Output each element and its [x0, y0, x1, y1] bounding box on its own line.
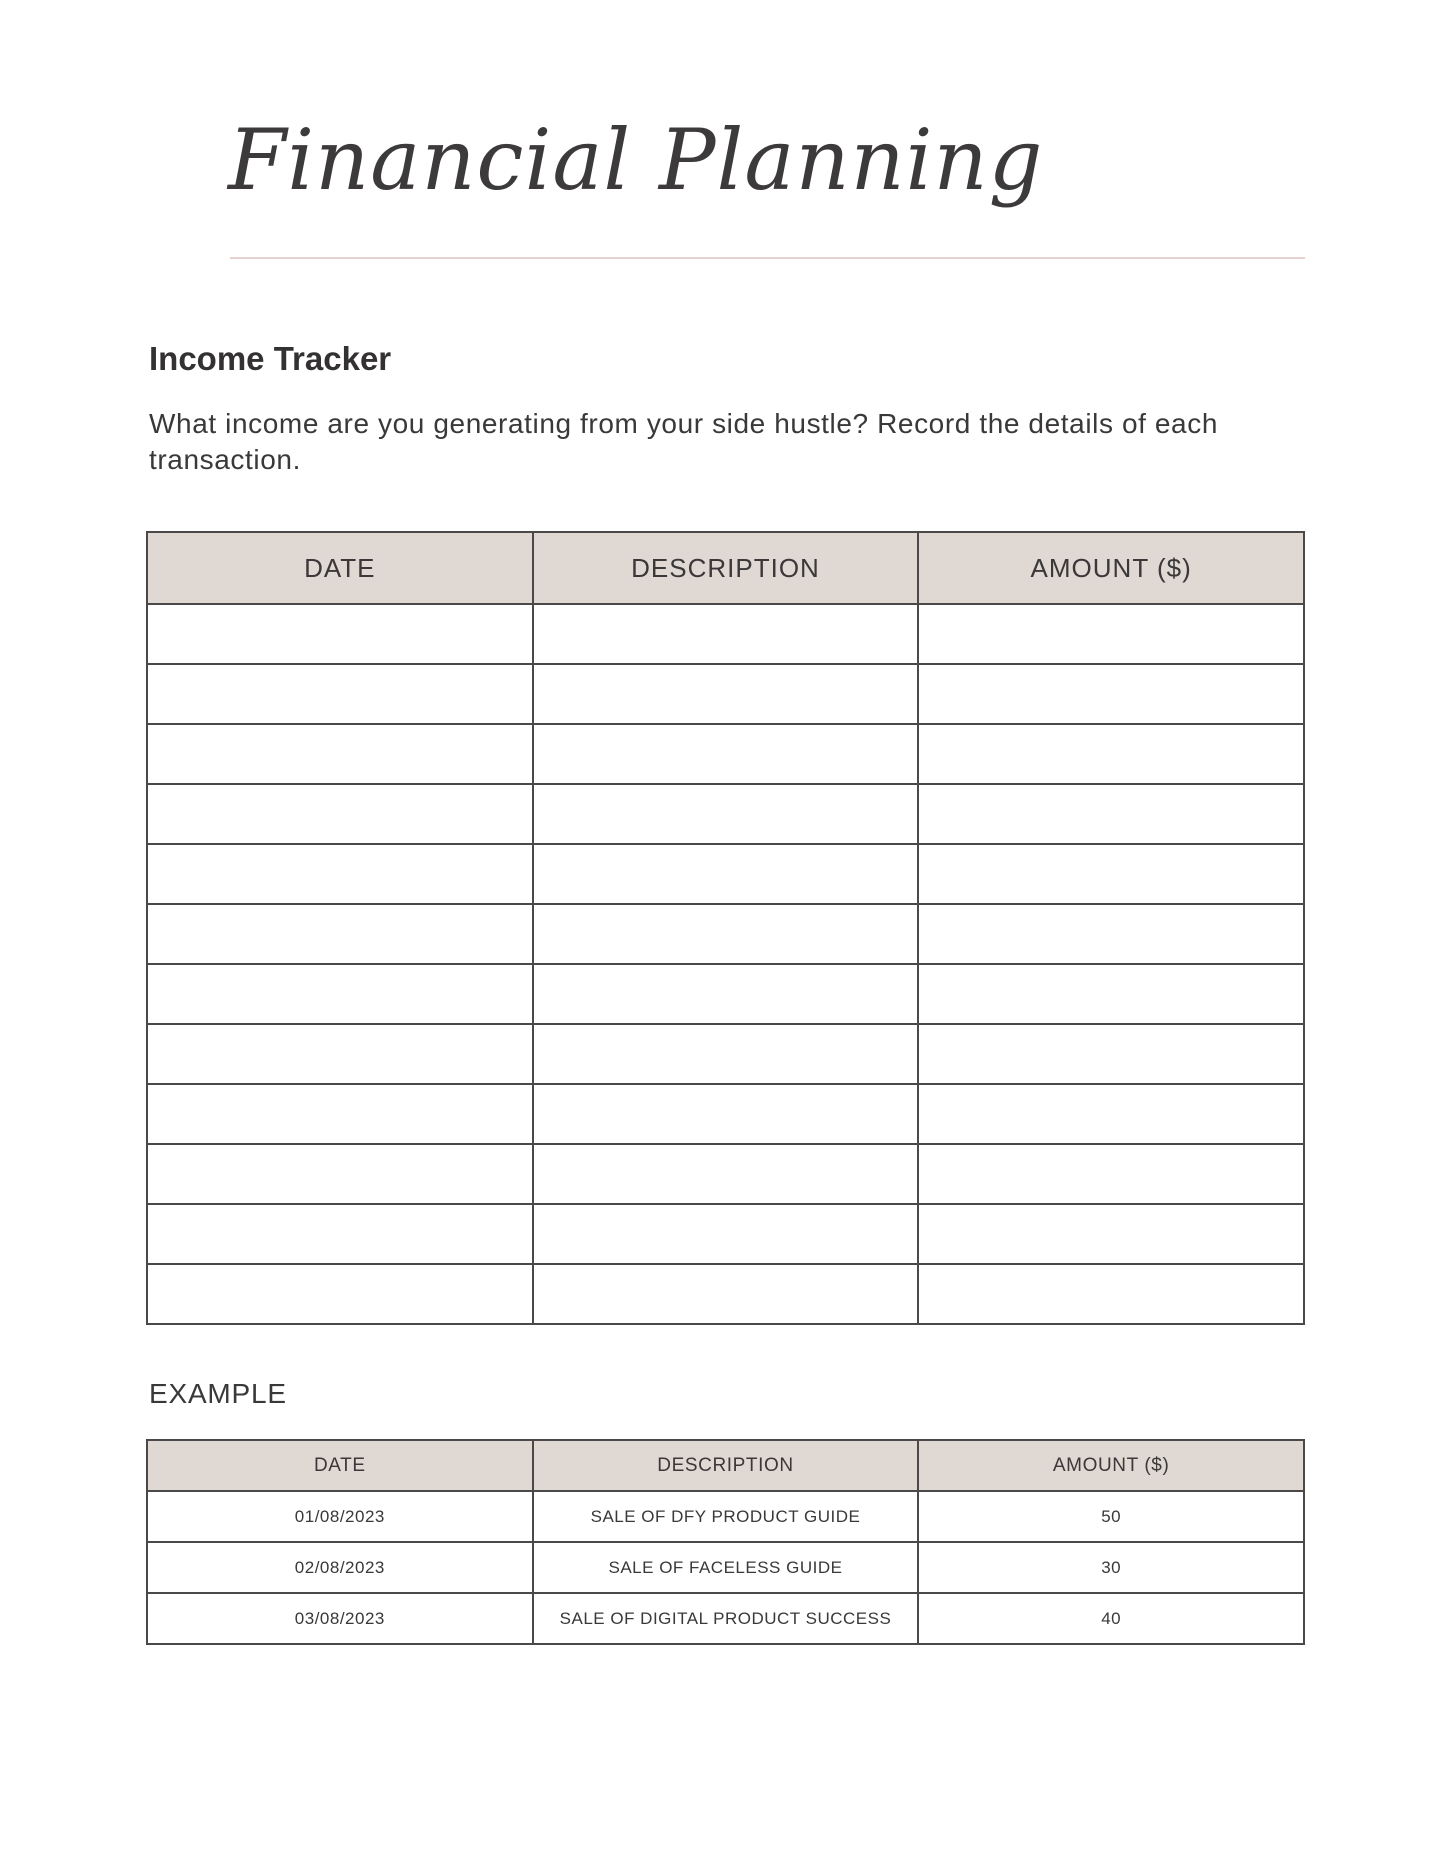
- date-cell[interactable]: [147, 844, 533, 904]
- description-cell[interactable]: [533, 784, 919, 844]
- amount-cell[interactable]: [918, 724, 1304, 784]
- table-row: [147, 1024, 1304, 1084]
- date-cell[interactable]: [147, 724, 533, 784]
- example-date-cell: 03/08/2023: [147, 1593, 533, 1644]
- date-cell[interactable]: [147, 904, 533, 964]
- example-description-cell: SALE OF DFY PRODUCT GUIDE: [533, 1491, 919, 1542]
- description-cell[interactable]: [533, 1084, 919, 1144]
- description-cell[interactable]: [533, 1264, 919, 1324]
- table-row: [147, 784, 1304, 844]
- date-cell[interactable]: [147, 964, 533, 1024]
- date-cell[interactable]: [147, 664, 533, 724]
- intro-text: What income are you generating from your side hustle? Record the details of each transaction.: [149, 408, 1219, 475]
- description-cell[interactable]: [533, 844, 919, 904]
- description-cell[interactable]: [533, 604, 919, 664]
- table-row: [147, 1084, 1304, 1144]
- amount-cell[interactable]: [918, 964, 1304, 1024]
- example-row: [147, 1542, 1304, 1593]
- table-row: [147, 1144, 1304, 1204]
- section-heading: Income Tracker: [149, 340, 392, 377]
- column-header-date: DATE: [147, 532, 533, 604]
- income-table: [146, 531, 1305, 1325]
- example-amount-cell: 50: [918, 1491, 1304, 1542]
- amount-cell[interactable]: [918, 664, 1304, 724]
- table-row: [147, 844, 1304, 904]
- example-table: [146, 1439, 1305, 1645]
- description-cell[interactable]: [533, 664, 919, 724]
- column-header-description: DESCRIPTION: [533, 532, 919, 604]
- amount-cell[interactable]: [918, 1204, 1304, 1264]
- description-cell[interactable]: [533, 1204, 919, 1264]
- example-column-header-description: DESCRIPTION: [533, 1440, 919, 1491]
- table-row: [147, 1264, 1304, 1324]
- example-amount-cell: 30: [918, 1542, 1304, 1593]
- date-cell[interactable]: [147, 1204, 533, 1264]
- table-row: [147, 664, 1304, 724]
- date-cell[interactable]: [147, 604, 533, 664]
- amount-cell[interactable]: [918, 784, 1304, 844]
- example-description-cell: SALE OF DIGITAL PRODUCT SUCCESS: [533, 1593, 919, 1644]
- amount-cell[interactable]: [918, 1144, 1304, 1204]
- example-amount-cell: 40: [918, 1593, 1304, 1644]
- example-column-header-amount: AMOUNT ($): [918, 1440, 1304, 1491]
- example-description-cell: SALE OF FACELESS GUIDE: [533, 1542, 919, 1593]
- amount-cell[interactable]: [918, 904, 1304, 964]
- amount-cell[interactable]: [918, 604, 1304, 664]
- date-cell[interactable]: [147, 1264, 533, 1324]
- example-header-row: [147, 1440, 1304, 1491]
- example-row: [147, 1491, 1304, 1542]
- table-row: [147, 724, 1304, 784]
- example-row: [147, 1593, 1304, 1644]
- date-cell[interactable]: [147, 784, 533, 844]
- page-title: Financial Planning: [228, 111, 1044, 209]
- table-row: [147, 1204, 1304, 1264]
- amount-cell[interactable]: [918, 844, 1304, 904]
- example-date-cell: 01/08/2023: [147, 1491, 533, 1542]
- title-divider: [230, 257, 1305, 259]
- description-cell[interactable]: [533, 904, 919, 964]
- amount-cell[interactable]: [918, 1264, 1304, 1324]
- column-header-amount: AMOUNT ($): [918, 532, 1304, 604]
- description-cell[interactable]: [533, 724, 919, 784]
- description-cell[interactable]: [533, 964, 919, 1024]
- table-row: [147, 904, 1304, 964]
- example-column-header-date: DATE: [147, 1440, 533, 1491]
- amount-cell[interactable]: [918, 1084, 1304, 1144]
- table-row: [147, 964, 1304, 1024]
- description-cell[interactable]: [533, 1024, 919, 1084]
- date-cell[interactable]: [147, 1144, 533, 1204]
- example-label: EXAMPLE: [149, 1378, 287, 1409]
- example-date-cell: 02/08/2023: [147, 1542, 533, 1593]
- amount-cell[interactable]: [918, 1024, 1304, 1084]
- date-cell[interactable]: [147, 1084, 533, 1144]
- table-row: [147, 604, 1304, 664]
- date-cell[interactable]: [147, 1024, 533, 1084]
- table-header-row: [147, 532, 1304, 604]
- description-cell[interactable]: [533, 1144, 919, 1204]
